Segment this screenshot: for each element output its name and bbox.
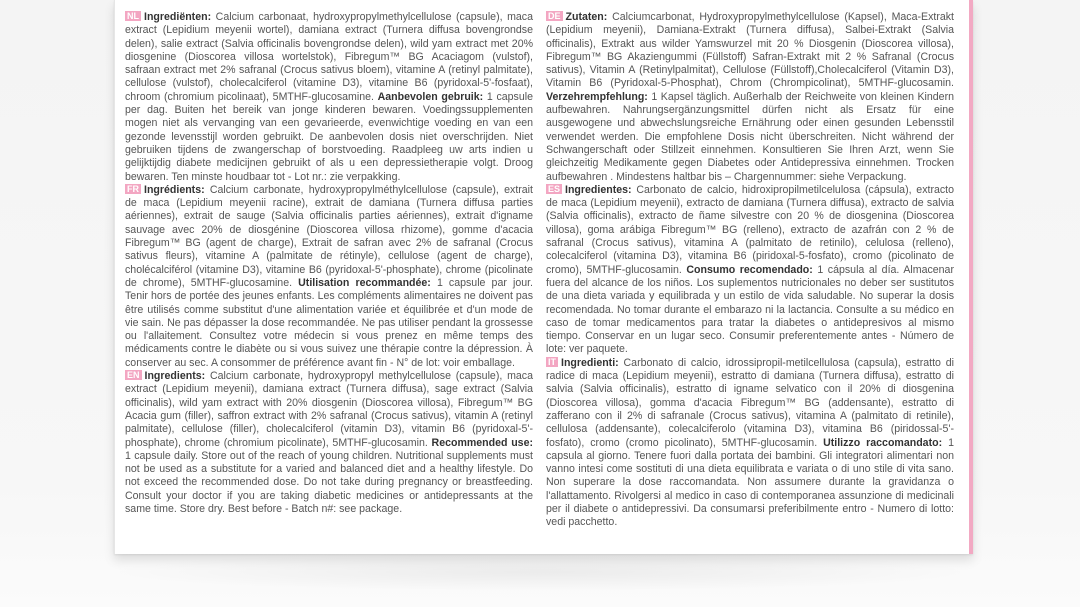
usage-heading: Verzehrempfehlung: <box>546 90 648 103</box>
ingredients-heading: Ingredienti: <box>561 356 619 369</box>
label-block-es <box>546 184 954 357</box>
label-block-en <box>125 370 533 516</box>
label-block-de <box>546 11 954 184</box>
language-flag: ES <box>548 183 561 194</box>
ingredients-heading: Ingrediënten: <box>144 11 212 23</box>
language-flag: IT <box>548 356 556 367</box>
ingredients-heading: Ingredients: <box>144 370 206 383</box>
label-block-fr <box>125 184 533 370</box>
box-shadow <box>100 552 980 592</box>
usage-text: 1 Kapsel täglich. Außerhalb der Reichweite von kleinen Kindern aufbewahren. Nahrungsergänzungsmittel dürfen nicht als Ersatz für eine ausgewogene und abwechslungsreiche Ernährung oder einen gesunden Lebensstil verwendet werden. Die empfohlene Dosis nicht überschreiten. Nicht während der Schwangerschaft oder Stillzeit einnehmen. Konsultieren Sie Ihren Arzt, wenn Sie gleichzeitig Medikamente gegen Diabetes oder Antidepressiva einnehmen. Trocken aufbewahren . Mindestens haltbar bis – Chargennummer: siehe Verpackung. <box>546 90 954 183</box>
left-label-column <box>125 11 533 516</box>
ingredients-heading: Zutaten: <box>565 11 608 23</box>
usage-text: 1 capsule daily. Store out of the reach of young children. Nutritional supplements must not be used as a substitute for a varied and balanced diet and a healthy lifestyle. Do not exceed the recommended dose. Do not take during pregnancy or breastfeeding. Consult your doctor if you are taking diabetic medicines or antidepressants at the same time. Store dry. Best before - Batch n#: see package. <box>125 449 533 515</box>
usage-heading: Utilizzo raccomandato: <box>823 436 943 449</box>
language-flag: NL <box>127 11 139 21</box>
language-flag: FR <box>127 183 139 194</box>
usage-heading: Utilisation recommandée: <box>298 276 431 289</box>
ingredients-text: Carbonato di calcio, idrossipropil-metilcellulosa (capsula), estratto di radice di maca (Lepidium meyenii), estratto di damiana (Turnera diffusa), estratto di salvia (Salvia officinalis), estratto di igname selvatico con il 20% di diosgenina (Dioscorea villosa), gomma d'acacia Fibregum™ BG (addensante), estratto di zafferano con il 2% di safranale (Crocus sativus), vitamina A (palmitato di retinile), cellulosa (addensante), colecalciferolo (vitamina D3), vitamina B6 (piridossal-5'-fosfato), cromo (cromo picolinato), 5MTHF-glucosamin. <box>546 356 954 449</box>
right-label-column <box>546 11 954 530</box>
usage-heading: Recommended use: <box>431 436 533 449</box>
language-flag: DE <box>548 11 561 21</box>
ingredients-text: Calcium carbonate, hydroxypropylméthylcellulose (capsule), extrait de maca (Lepidium meyenii racine), extrait de damiana (Turnera diffusa parties aériennes), extrait de sauge (Salvia officinalis parties aériennes), extrait d'igname sauvage avec 20% de diosgénine (Dioscorea villosa rhizome), gomme d'acacia Fibregum™ BG (agent de charge), Extrait de safran avec 2% de safranal (Crocus sativus fleurs), vitamine A (palmitate de rétinyle), cellulose (agent de charge), cholécalciférol (vitamine D3), vitamine B6 (pyridoxal-5'-phosphate), chrome (picolinate de chrome), 5MTHF-glucosamine. <box>125 183 533 289</box>
ingredients-text: Calciumcarbonat, Hydroxypropylmethylcellulose (Kapsel), Maca-Extrakt (Lepidium meyenii), Damiana-Extrakt (Turnera diffusa), Salbei-Extrakt (Salvia officinalis), Extrakt aus wilder Yamswurzel mit 20 % Diosgenin (Dioscorea villosa), Fibregum™ BG Akaziengummi (Füllstoff) Safran-Extrakt mit 2 % Safranal (Crocus sativus), Vitamin A (Retinylpalmitat), Cellulose (Füllstoff),Cholecalciferol (Vitamin D3), Vitamin B6 (Pyridoxal-5-Phosphat), Chrom (Chrompicolinat), 5MTHF-glucosamin. <box>546 11 954 90</box>
label-block-nl <box>125 11 533 184</box>
usage-heading: Aanbevolen gebruik: <box>377 90 484 103</box>
usage-text: 1 capsula al giorno. Tenere fuori dalla portata dei bambini. Gli integratori alimentari non vanno intesi come sostituti di una dieta equilibrata e variata o di uno stile di vita sano. Non superare la dose raccomandata. Non assumere durante la gravidanza o l'allattamento. Rivolgersi al medico in caso di contemporanea assunzione di medicinali per il diabete o antidepressivi. Da consumarsi preferibilmente entro - Numero di lotto: vedi pacchetto. <box>546 436 954 529</box>
ingredients-heading: Ingrédients: <box>144 183 205 196</box>
language-flag: EN <box>127 370 140 381</box>
usage-text: 1 capsule par jour. Tenir hors de portée des jeunes enfants. Les compléments alimentaires ne doivent pas être utilisés comme substitut d'une alimentation variée et équilibrée et d'un mode de vie sain. Ne pas dépasser la dose recommandée. Ne pas utiliser pendant la grossesse ou l'allaitement. Consultez votre médecin si vous prenez en même temps des médicaments contre le diabète ou si vous suivez une thérapie contre la dépression. À conserver au sec. A consommer de préférence avant fin - N° de lot: voir emballage. <box>125 276 533 369</box>
usage-text: 1 cápsula al día. Almacenar fuera del alcance de los niños. Los suplementos nutricionales no deber ser sustitutos de una dieta variada y equilibrada y un estilo de vida saludable. No superar la dosis recomendada. No tomar durante el embarazo ni la lactancia. Consulte a su médico en caso de tomar medicamentos para tratar la diabetes o antidepresivos al mismo tiempo. Conservar en un lugar seco. Consumir preferentemente antes - Número de lote: ver paquete. <box>546 263 954 356</box>
label-block-it <box>546 357 954 530</box>
ingredients-text: Calcium carbonaat, hydroxypropylmethylcellulose (capsule), maca extract (Lepidium meyenii wortel), damiana extract (Turnera diffusa bovengrondse delen), salie extract (Salvia officinalis bovengrondse delen), wild yam extract met 20% diosgenine (Dioscorea villosa wortelstok), Fibregum™ BG Acaciagom (vulstof), safraan extract met 2% safranal (Crocus sativus bloem), vitamine A (retinyl palmitate), cellulose (vulstof), cholecalciferol (vitamine D3), vitamine B6 (pyridoxal-5'-fosfaat), chroom (chromium picolinaat), 5MTHF-glucosamine. <box>125 11 533 103</box>
ingredients-heading: Ingredientes: <box>565 183 632 196</box>
ingredients-text: Carbonato de calcio, hidroxipropilmetilcelulosa (cápsula), extracto de maca (Lepidium meyenii), extracto de damiana (Turnera diffusa), extracto de salvia (Salvia officinalis), extracto de ñame silvestre con 20 % de diosgenina (Dioscorea villosa), goma arábiga Fibregum™ BG (relleno), extracto de azafrán con 2 % de safranal (Crocus sativus), vitamina A (palmitato de retinilo), celulosa (relleno), colecalciferol (vitamina D3), vitamina B6 (piridoxal-5-fosfato), cromo (picolinato de cromo), 5MTHF-glucosamin. <box>546 183 954 276</box>
usage-heading: Consumo recomendado: <box>686 263 813 276</box>
usage-text: 1 capsule per dag. Buiten het bereik van jonge kinderen bewaren. Voedingssupplementen mogen niet als vervanging van een gevarieerde, evenwichtige voeding en van een gezonde levensstijl worden gebruikt. De aanbevolen dosis niet overschrijden. Niet gebruiken tijdens de zwangerschap of borstvoeding. Raadpleeg uw arts indien u gelijktijdig diabete medicijnen gebruikt of als u een depressietherapie volgt. Droog bewaren. Ten minste houdbaar tot - Lot nr.: zie verpakking. <box>125 90 533 183</box>
ingredients-text: Calcium carbonate, hydroxypropyl methylcellulose (capsule), maca extract (Lepidium meyenii), damiana extract (Turnera diffusa), sage extract (Salvia officinalis), wild yam extract with 20% diosgenin (Dioscorea villosa), Fibregum™ BG Acacia gum (filler), saffron extract with 2% safranal (Crocus sativus), vitamin A (retinyl palmitate), cellulose (filler), cholecalciferol (vitamin D3), vitamin B6 (pyridoxal-5'-phosphate), chrome (chromium picolinate), 5MTHF-glucosamin. <box>125 370 533 449</box>
